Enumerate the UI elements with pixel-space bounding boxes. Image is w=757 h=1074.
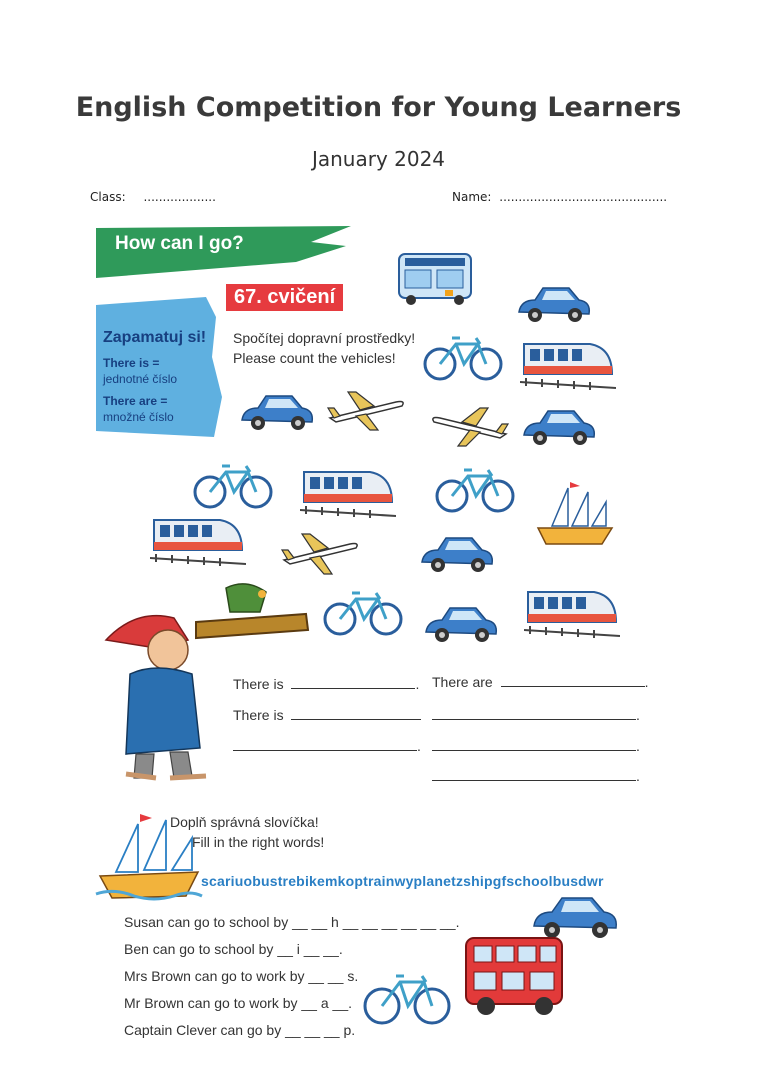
bicycle-icon	[362, 966, 454, 1028]
answer-row-1-right	[432, 674, 648, 690]
answer-row-2-right	[432, 707, 640, 723]
there-is-rule: There is =	[103, 356, 160, 370]
page-date: January 2024	[311, 147, 446, 171]
answer-blank[interactable]	[432, 707, 636, 720]
exercise-label: 67. cvičení	[226, 284, 343, 311]
train-icon	[300, 464, 396, 522]
sentence-1: Susan can go to school by __ __ h __ __ __ __ __ __.	[124, 914, 460, 930]
instruction-en: Please count the vehicles!	[233, 350, 396, 366]
ship-icon	[532, 478, 618, 550]
answer-blank[interactable]	[432, 738, 636, 751]
bicycle-icon	[422, 330, 506, 384]
instruction-cz: Spočítej dopravní prostředky!	[233, 330, 416, 346]
name-field	[452, 190, 667, 204]
period: .	[636, 768, 640, 784]
bicycle-icon	[434, 462, 518, 516]
class-dots: ...................	[143, 190, 216, 204]
train-icon	[150, 512, 246, 570]
period: .	[636, 707, 640, 723]
answer-row-3-right	[432, 738, 640, 754]
sentence-2: Ben can go to school by __ i __ __.	[124, 941, 343, 957]
answer-row-1-left	[233, 676, 419, 692]
answer-blank[interactable]	[501, 674, 645, 687]
period: .	[644, 674, 649, 690]
there-is-note: jednotné číslo	[103, 372, 178, 386]
sentence-5: Captain Clever can go by __ __ __ p.	[124, 1022, 356, 1038]
sentence-4: Mr Brown can go to work by __ a __.	[124, 995, 352, 1011]
answer-blank[interactable]	[432, 768, 636, 781]
period: .	[636, 738, 640, 754]
car-icon	[238, 390, 316, 436]
name-label: Name:	[452, 190, 492, 204]
there-is-label: There is	[233, 676, 284, 692]
bicycle-icon	[322, 585, 406, 639]
section2-instruction-cz: Doplň správná slovíčka!	[170, 814, 319, 830]
page-title: English Competition for Young Learners	[75, 92, 682, 123]
there-are-note: množné číslo	[103, 410, 174, 424]
answer-row-4-right	[432, 768, 640, 784]
car-icon	[422, 602, 500, 648]
section2-instruction-en: Fill in the right words!	[192, 834, 325, 850]
plane-icon	[326, 388, 406, 432]
plane-icon	[430, 404, 510, 448]
remember-title: Zapamatuj si!	[103, 329, 207, 346]
train-icon	[520, 336, 616, 394]
answer-blank[interactable]	[233, 738, 417, 751]
answer-blank[interactable]	[291, 676, 415, 689]
car-icon	[515, 282, 593, 328]
answer-row-3-left	[233, 738, 421, 754]
there-are-label: There are	[432, 674, 493, 690]
bus-icon	[395, 248, 475, 308]
letter-strip: scariuobustrebikemkoptrainwyplanetzshipgfschoolbusdwr	[201, 873, 604, 889]
period: .	[415, 676, 420, 692]
car-icon	[520, 405, 598, 451]
answer-blank[interactable]	[291, 707, 421, 720]
bicycle-icon	[192, 458, 276, 512]
double-decker-bus-icon	[462, 934, 566, 1018]
there-is-label: There is	[233, 707, 284, 723]
there-are-rule: There are =	[103, 394, 168, 408]
sentence-3: Mrs Brown can go to work by __ __ s.	[124, 968, 359, 984]
class-label: Class:	[90, 190, 126, 204]
period: .	[417, 738, 421, 754]
train-icon	[524, 584, 620, 642]
name-dots: ............................................	[499, 190, 668, 204]
banner-title: How can I go?	[115, 233, 244, 254]
answer-row-2-left	[233, 707, 421, 723]
car-icon	[418, 532, 496, 578]
plane-icon	[280, 530, 360, 578]
class-field	[90, 190, 216, 204]
